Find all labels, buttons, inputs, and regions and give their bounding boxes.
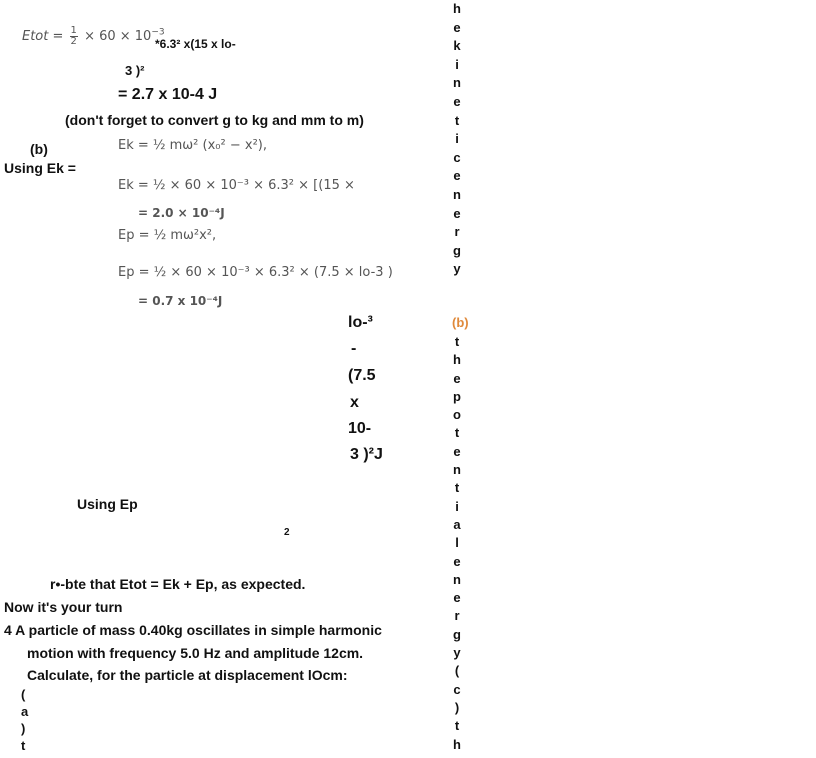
vertical-a-char: ) [21, 721, 26, 736]
etot-result: = 2.7 x 10-4 J [118, 86, 218, 103]
vertical-letter: t [454, 480, 460, 496]
vertical-a-char: ( [21, 687, 26, 702]
question-line-2: motion with frequency 5.0 Hz and amplitude 12cm. [27, 645, 364, 661]
vertical-letter: y [453, 261, 461, 277]
vertical-letter: e [453, 443, 461, 459]
etot-frac-den: 2 [70, 36, 77, 47]
ek-calculation: Ek = ½ × 60 × 10⁻³ × 6.3² × [(15 × [118, 178, 355, 193]
vertical-letter: i [455, 498, 459, 514]
etot-formula [22, 26, 165, 47]
ep-result: = 0.7 x 10⁻⁴J [138, 294, 223, 308]
vertical-letter: e [453, 590, 461, 606]
etot-exp: −3 [151, 27, 165, 38]
vertical-letter: n [453, 571, 461, 587]
vertical-letter: ) [454, 699, 460, 715]
fragment-line-6: 3 )²J [350, 446, 383, 463]
vertical-letter: e [453, 168, 461, 184]
superscript-two: 2 [284, 527, 290, 538]
conversion-note: (don't forget to convert g to kg and mm to m) [65, 112, 364, 128]
vertical-letter: i [455, 56, 459, 72]
using-ek-label: Using Ek = [4, 160, 76, 176]
question-line-1: 4 A particle of mass 0.40kg oscillates in simple harmonic [4, 622, 382, 638]
right-vertical-column-bottom [450, 333, 464, 754]
vertical-letter: r [454, 608, 460, 624]
vertical-letter: k [453, 38, 461, 54]
fragment-line-5: 10- [348, 420, 372, 437]
vertical-letter: t [454, 718, 460, 734]
vertical-letter: g [453, 242, 461, 258]
ep-calculation: Ep = ½ × 60 × 10⁻³ × 6.3² × (7.5 × lo-3 ) [118, 265, 393, 280]
fragment-line-2: - [351, 340, 357, 357]
part-b-label: (b) [30, 141, 48, 157]
note-line: r•-bte that Etot = Ek + Ep, as expected. [50, 576, 306, 592]
vertical-letter: ( [454, 663, 460, 679]
vertical-letter: a [453, 516, 461, 532]
vertical-a-char: t [21, 738, 26, 753]
vertical-letter: h [453, 736, 461, 752]
ek-result: = 2.0 × 10⁻⁴J [138, 206, 225, 220]
vertical-letter: e [453, 93, 461, 109]
ek-formula: Ek = ½ mω² (x₀² − x²), [118, 138, 267, 153]
vertical-a-char: a [21, 704, 29, 719]
vertical-letter: i [455, 131, 459, 147]
vertical-letter: e [453, 553, 461, 569]
etot-continuation: 3 )² [125, 63, 145, 78]
vertical-letter: c [453, 149, 461, 165]
vertical-letter: g [453, 626, 461, 642]
fragment-line-4: x [350, 394, 359, 411]
your-turn-heading: Now it's your turn [4, 599, 123, 615]
right-b-label: (b) [452, 315, 469, 330]
vertical-letter: e [453, 19, 461, 35]
vertical-letter: t [454, 112, 460, 128]
etot-eq: = [52, 29, 68, 44]
ep-formula: Ep = ½ mω²x², [118, 228, 217, 243]
vertical-letter: r [454, 224, 460, 240]
vertical-letter: c [453, 681, 461, 697]
vertical-letter: t [454, 334, 460, 349]
vertical-letter: e [453, 370, 461, 386]
vertical-letter: o [453, 407, 461, 423]
vertical-letter: h [453, 352, 461, 368]
fragment-line-1: lo-³ [348, 314, 373, 331]
vertical-letter: e [453, 205, 461, 221]
vertical-letter: n [453, 186, 461, 202]
etot-frac-num: 1 [70, 25, 77, 36]
etot-lhs: Etot [22, 29, 49, 44]
etot-tail: *6.3² x(15 x lo- [155, 37, 236, 51]
vertical-letter: n [453, 75, 461, 91]
vertical-letter: n [453, 462, 461, 478]
vertical-letter: t [454, 425, 460, 441]
question-line-3: Calculate, for the particle at displacement lOcm: [27, 667, 348, 683]
fragment-line-3: (7.5 [348, 367, 376, 384]
vertical-letter: y [453, 645, 461, 661]
vertical-part-a [21, 686, 28, 754]
vertical-letter: h [453, 1, 461, 16]
using-ep-label: Using Ep [77, 496, 138, 512]
vertical-letter: l [455, 535, 459, 551]
etot-fraction [70, 26, 78, 47]
etot-rhs: × 60 × 10 [84, 29, 152, 44]
right-vertical-column [450, 0, 464, 279]
vertical-letter: p [453, 388, 461, 404]
